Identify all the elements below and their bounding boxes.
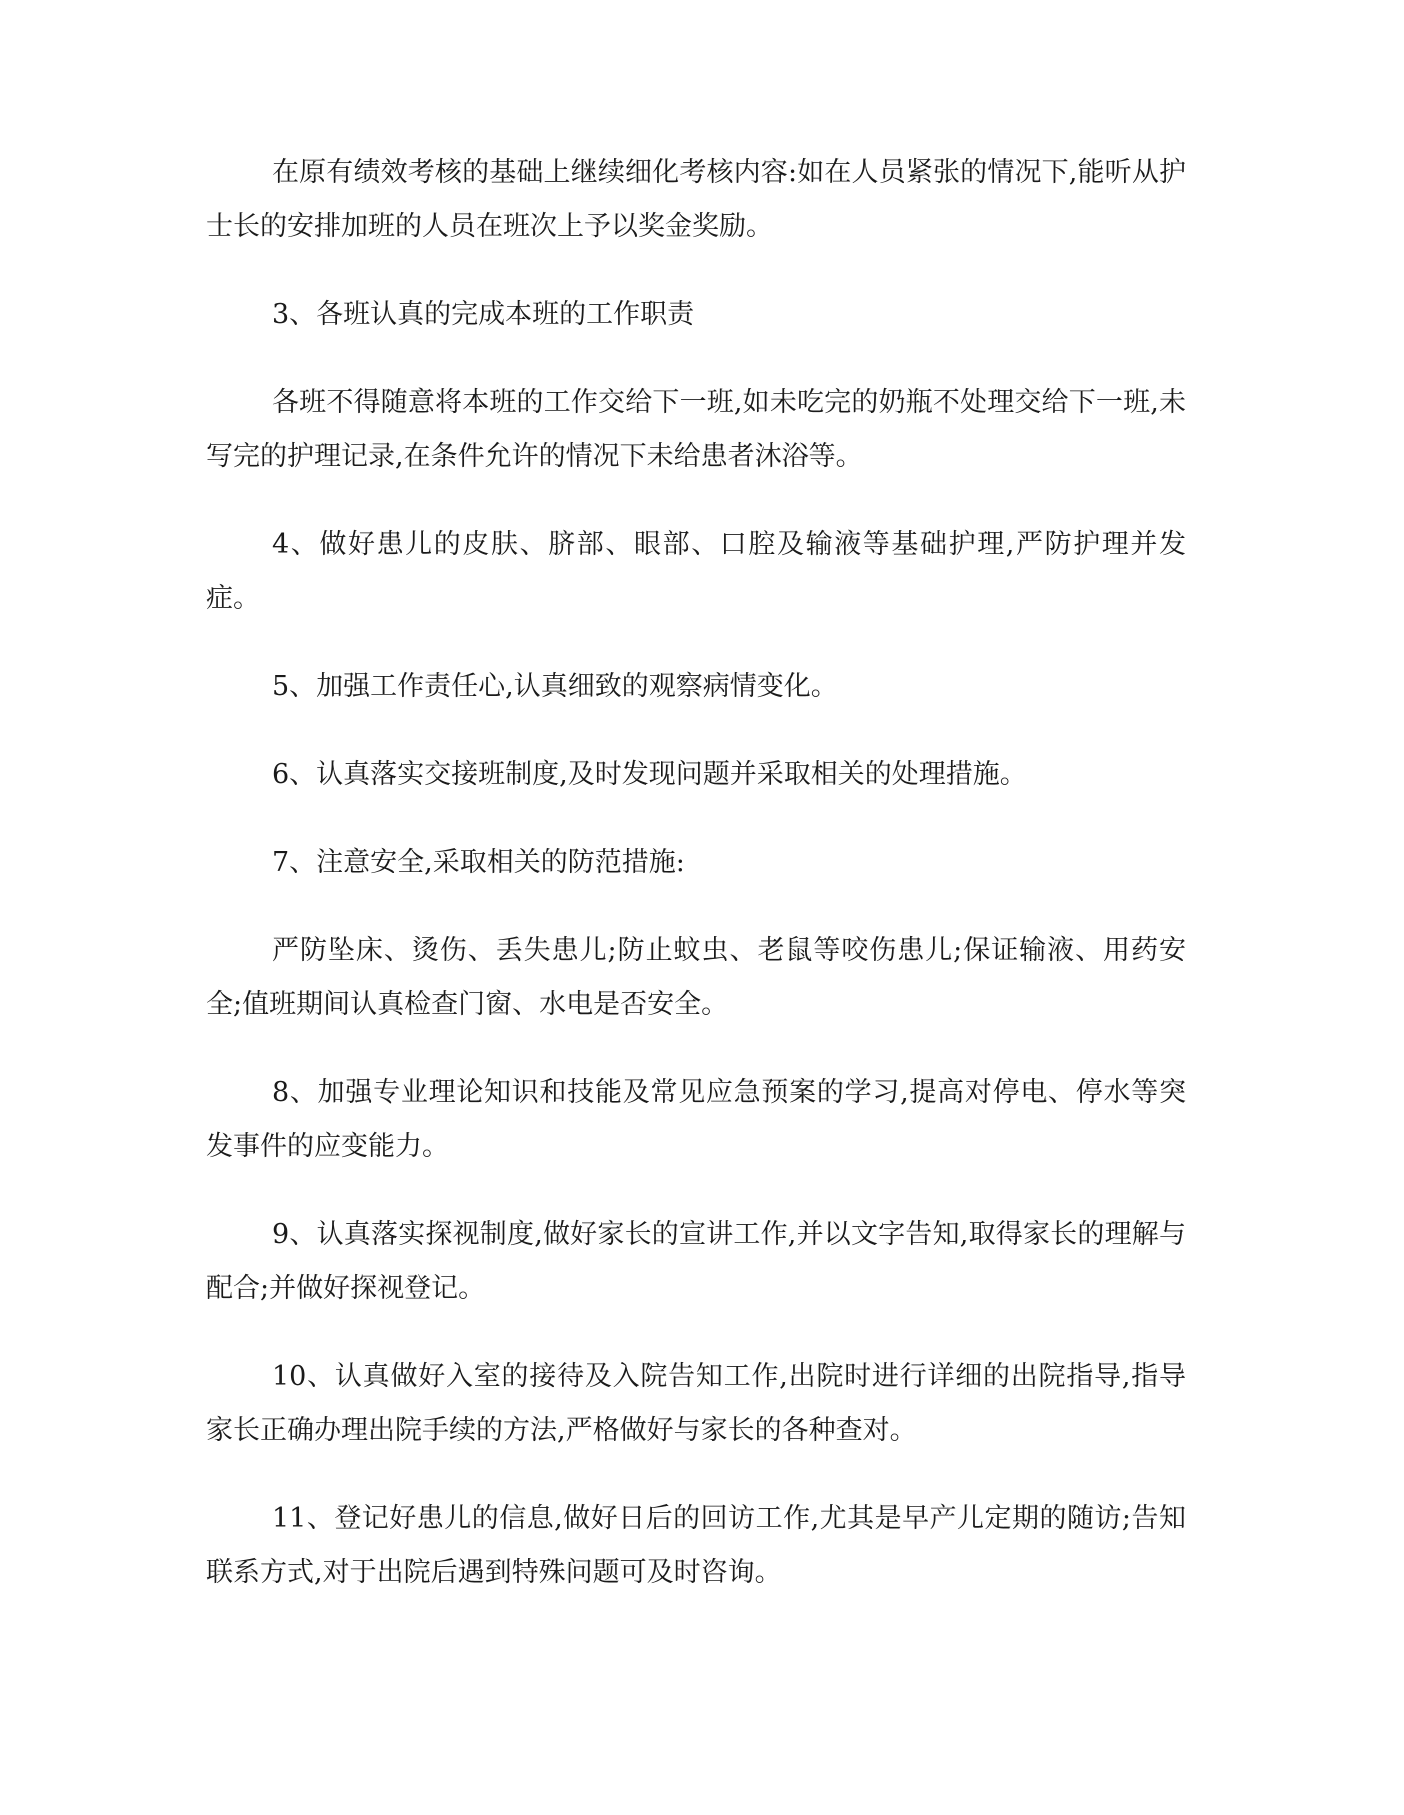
paragraph-item-10: 10、认真做好入室的接待及入院告知工作,出院时进行详细的出院指导,指导家长正确办理出院手续的方法,严格做好与家长的各种查对。 [206, 1361, 1186, 1446]
paragraph-item-3: 3、各班认真的完成本班的工作职责 [272, 299, 695, 330]
paragraph-item-6: 6、认真落实交接班制度,及时发现问题并采取相关的处理措施。 [272, 759, 1027, 790]
paragraph-item-7: 7、注意安全,采取相关的防范措施: [272, 847, 685, 878]
paragraph-item-5: 5、加强工作责任心,认真细致的观察病情变化。 [272, 671, 838, 702]
paragraph-item-9: 9、认真落实探视制度,做好家长的宣讲工作,并以文字告知,取得家长的理解与配合;并做好探视登记。 [206, 1219, 1186, 1304]
paragraph-item-11: 11、登记好患儿的信息,做好日后的回访工作,尤其是早产儿定期的随访;告知联系方式,对于出院后遇到特殊问题可及时咨询。 [206, 1503, 1186, 1588]
paragraph-safety-measures: 严防坠床、烫伤、丢失患儿;防止蚊虫、老鼠等咬伤患儿;保证输液、用药安全;值班期间认真检查门窗、水电是否安全。 [206, 935, 1186, 1020]
paragraph-item-4: 4、做好患儿的皮肤、脐部、眼部、口腔及输液等基础护理,严防护理并发症。 [206, 529, 1186, 614]
document-body [206, 146, 1186, 1634]
paragraph-item-8: 8、加强专业理论知识和技能及常见应急预案的学习,提高对停电、停水等突发事件的应变能力。 [206, 1077, 1186, 1162]
paragraph-performance-review: 在原有绩效考核的基础上继续细化考核内容:如在人员紧张的情况下,能听从护士长的安排加班的人员在班次上予以奖金奖励。 [206, 157, 1186, 242]
paragraph-handover-rules: 各班不得随意将本班的工作交给下一班,如未吃完的奶瓶不处理交给下一班,未写完的护理记录,在条件允许的情况下未给患者沐浴等。 [206, 387, 1186, 472]
